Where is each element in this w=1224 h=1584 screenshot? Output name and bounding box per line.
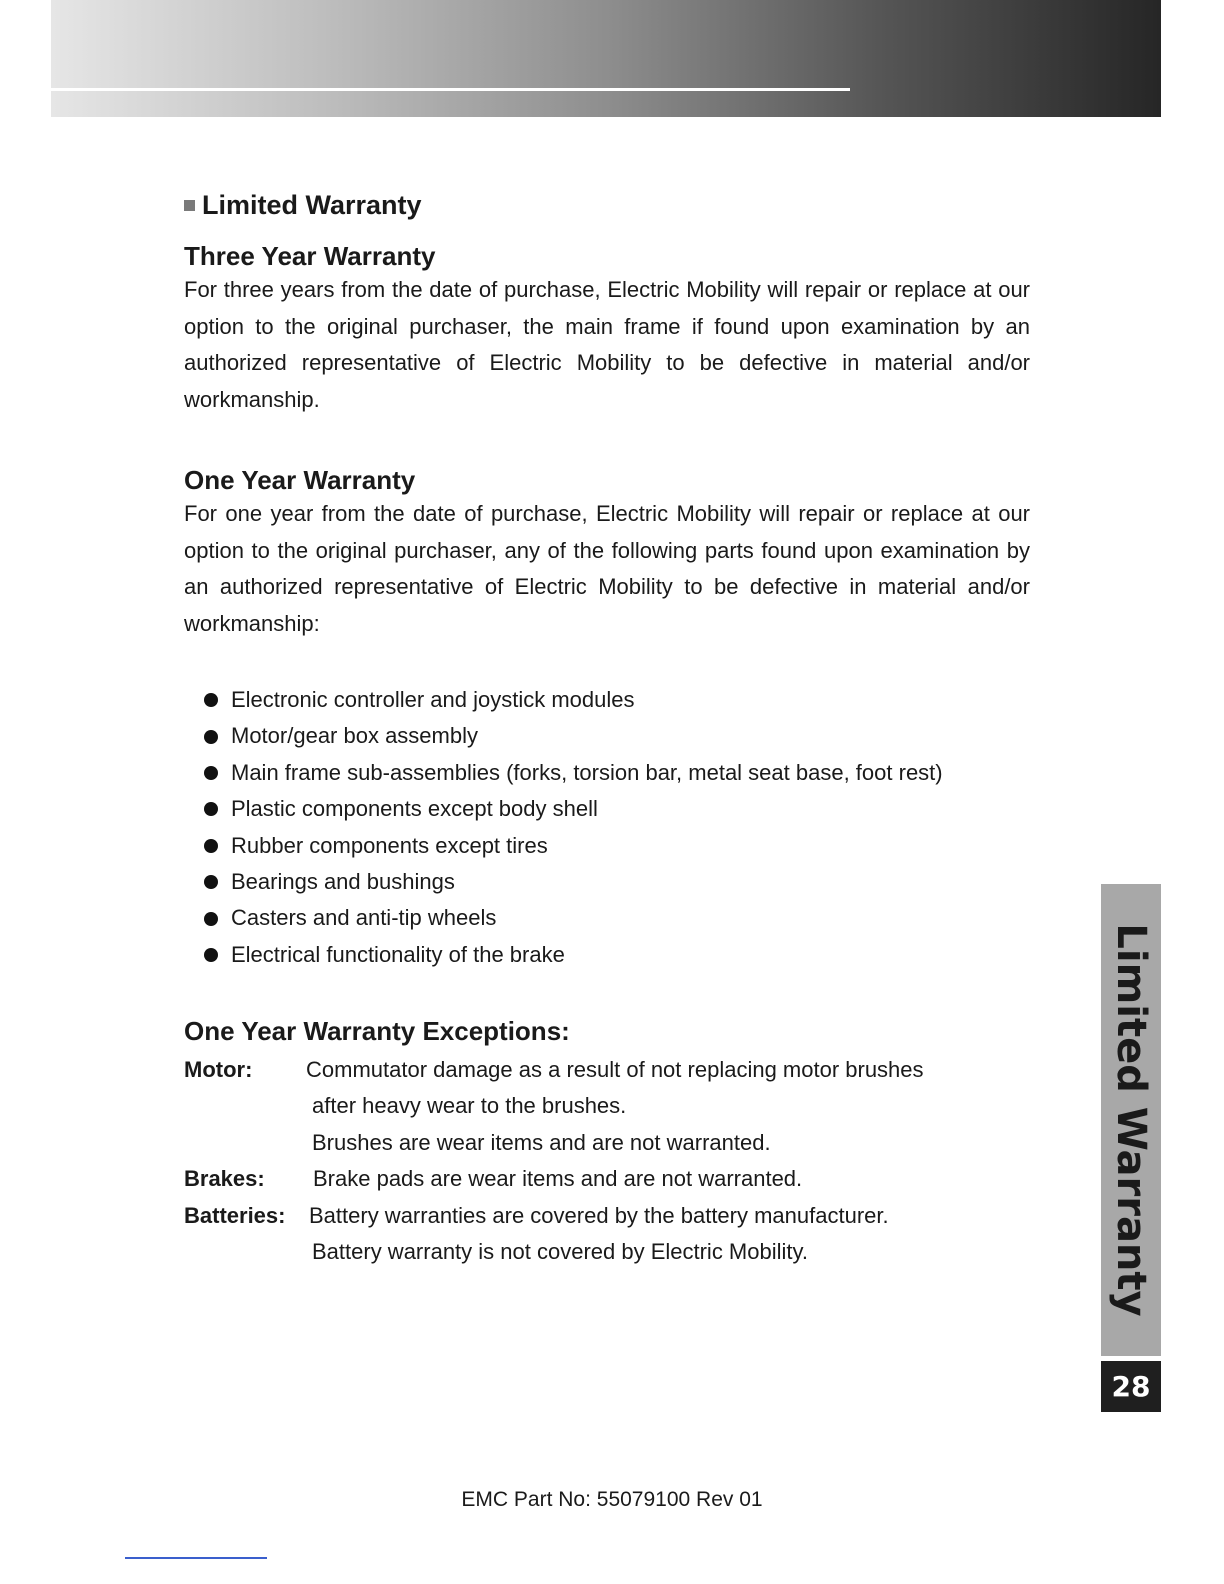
- bullet-icon: [204, 839, 218, 853]
- list-item: Rubber components except tires: [204, 828, 943, 864]
- list-item: Main frame sub-assemblies (forks, torsion bar, metal seat base, foot rest): [204, 755, 943, 791]
- bullet-icon: [204, 802, 218, 816]
- brakes-label: Brakes:: [184, 1166, 265, 1191]
- exceptions-heading: One Year Warranty Exceptions:: [184, 1016, 570, 1046]
- section-title-text: Limited Warranty: [202, 190, 422, 220]
- motor-exception: [184, 1052, 924, 1088]
- exceptions-section: [184, 1015, 1030, 1047]
- batteries-label: Batteries:: [184, 1203, 286, 1228]
- brakes-exception: [184, 1161, 802, 1197]
- header-band: [51, 0, 1161, 117]
- batteries-line-1: Battery warranties are covered by the battery manufacturer.: [309, 1203, 889, 1228]
- section-title: [184, 190, 422, 221]
- page-number: 28: [1101, 1361, 1161, 1412]
- square-bullet-icon: [184, 200, 195, 211]
- bullet-icon: [204, 693, 218, 707]
- motor-line-1: Commutator damage as a result of not replacing motor brushes: [306, 1057, 924, 1082]
- three-year-text: For three years from the date of purchase, Electric Mobility will repair or replace at our option to the original purchaser, the main frame if found upon examination by an authorized representative of Electric Mobility to be defective in material and/or workmanship.: [184, 277, 1030, 412]
- bottom-rule: [125, 1557, 267, 1559]
- one-year-text: For one year from the date of purchase, Electric Mobility will repair or replace at our option to the original purchaser, any of the following parts found upon examination by an authorized representative of Electric Mobility to be defective in material and/or workmanship:: [184, 501, 1030, 636]
- motor-label: Motor:: [184, 1057, 253, 1082]
- bullet-icon: [204, 912, 218, 926]
- list-item: Bearings and bushings: [204, 864, 943, 900]
- footer-part-number: EMC Part No: 55079100 Rev 01: [461, 1488, 763, 1511]
- bullet-icon: [204, 948, 218, 962]
- list-item: Electrical functionality of the brake: [204, 937, 943, 973]
- motor-line-2: after heavy wear to the brushes.: [312, 1093, 627, 1118]
- bullet-icon: [204, 730, 218, 744]
- one-year-heading: One Year Warranty: [184, 465, 416, 495]
- header-rule: [51, 88, 850, 91]
- bullet-icon: [204, 875, 218, 889]
- side-tab-label: Limited Warranty: [1108, 923, 1154, 1317]
- list-item: Electronic controller and joystick modules: [204, 682, 943, 718]
- side-tab: [1101, 884, 1161, 1356]
- bullet-icon: [204, 766, 218, 780]
- motor-line-3: Brushes are wear items and are not warranted.: [312, 1130, 771, 1155]
- three-year-heading: Three Year Warranty: [184, 241, 436, 271]
- list-item: Plastic components except body shell: [204, 791, 943, 827]
- list-item: Casters and anti-tip wheels: [204, 900, 943, 936]
- one-year-section: [184, 464, 1030, 642]
- covered-parts-list: [204, 682, 943, 973]
- three-year-section: [184, 240, 1030, 418]
- list-item: Motor/gear box assembly: [204, 718, 943, 754]
- brakes-line-1: Brake pads are wear items and are not warranted.: [313, 1166, 803, 1191]
- batteries-line-2: Battery warranty is not covered by Electric Mobility.: [312, 1239, 808, 1264]
- batteries-exception: [184, 1198, 889, 1234]
